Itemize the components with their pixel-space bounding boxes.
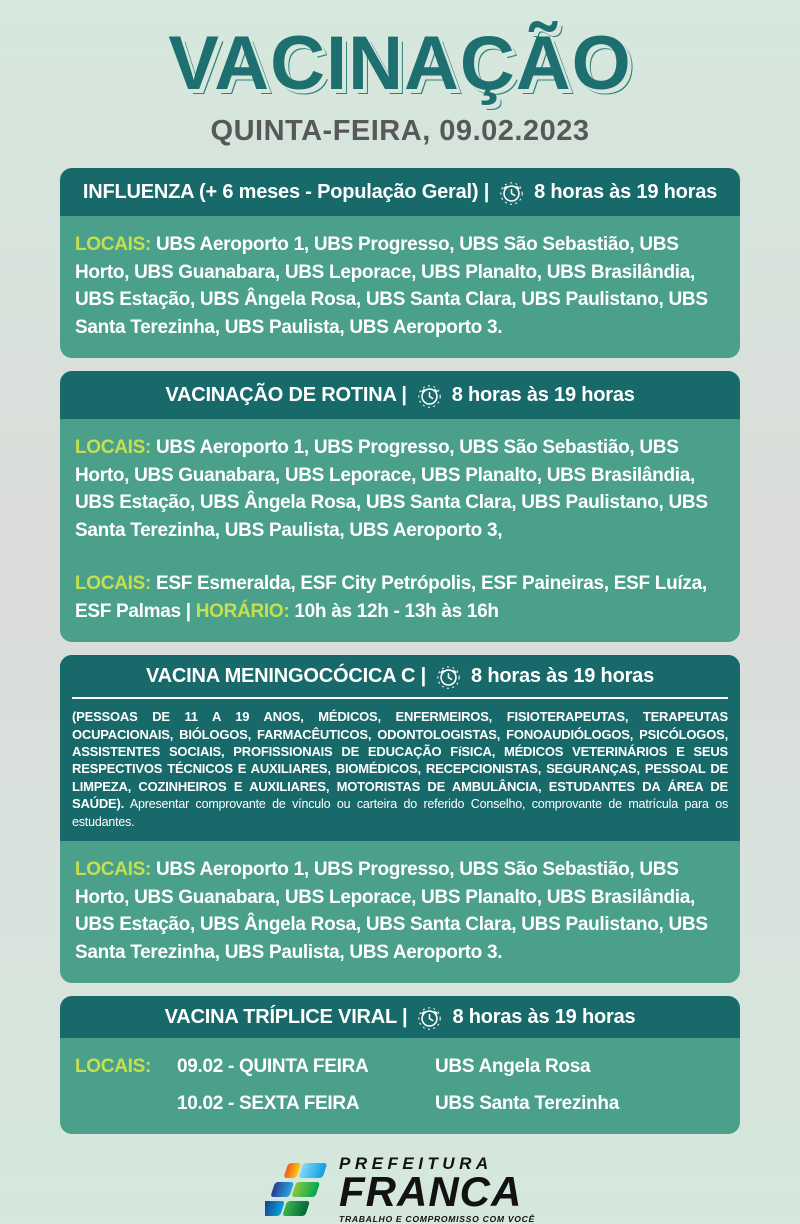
vaccination-poster [0, 20, 800, 1224]
schedule-date: 10.02 - SEXTA FEIRA [177, 1092, 360, 1114]
logo-text [339, 1154, 535, 1224]
section-header [60, 371, 740, 419]
horario-label: HORÁRIO: [195, 600, 290, 622]
locais-paragraph [75, 231, 725, 341]
section-title: VACINA TRÍPLICE VIRAL | [164, 1005, 408, 1028]
alarm-clock-icon [416, 382, 443, 409]
section-body [60, 419, 740, 642]
audience-note: Apresentar comprovante de vínculo ou carteira do referido Conselho, comprovante de matrícula para os estudantes. [72, 796, 728, 829]
section-hours: 8 horas às 19 horas [451, 383, 635, 406]
locais-label: LOCAIS: [75, 573, 152, 595]
locais-list: UBS Aeroporto 1, UBS Progresso, UBS São Sebastião, UBS Horto, UBS Guanabara, UBS Leporace, UBS Planalto, UBS Brasilândia, UBS Estação, UBS Ângela Rosa, UBS Santa Clara, UBS Paulistano, UBS Santa Terezinha, UBS Paulista, UBS Aeroporto 3. [75, 234, 708, 338]
section-header-wrap [60, 655, 740, 841]
section-body [60, 216, 740, 358]
alarm-clock-icon [498, 179, 525, 206]
horario-value: 10h às 12h - 13h às 16h [289, 600, 499, 622]
section-header [60, 168, 740, 216]
locais-label: LOCAIS: [75, 234, 152, 255]
locais-label: LOCAIS: [75, 859, 152, 881]
locais-paragraph [75, 856, 725, 966]
section-influenza [60, 168, 740, 358]
schedule-place: UBS Angela Rosa [435, 1056, 591, 1078]
locais-paragraph [75, 434, 725, 544]
section-meningococica [60, 655, 740, 983]
locais-label: LOCAIS: [75, 1056, 152, 1078]
audience-paragraph [60, 699, 740, 841]
section-rotina [60, 371, 740, 642]
logo-tagline: TRABALHO E COMPROMISSO COM VOCÊ [339, 1214, 535, 1224]
alarm-clock-icon [435, 663, 462, 690]
section-hours: 8 horas às 19 horas [452, 1005, 636, 1028]
section-title: VACINAÇÃO DE ROTINA | [165, 383, 407, 406]
section-title: VACINA MENINGOCÓCICA C | [145, 664, 427, 687]
locais-list: UBS Aeroporto 1, UBS Progresso, UBS São Sebastião, UBS Horto, UBS Guanabara, UBS Leporace, UBS Planalto, UBS Brasilândia, UBS Estação, UBS Ângela Rosa, UBS Santa Clara, UBS Paulistano, UBS Santa Terezinha, UBS Paulista, UBS Aeroporto 3. [75, 859, 708, 963]
logo-franca: FRANCA [339, 1168, 523, 1216]
prefeitura-franca-logo-icon [265, 1157, 329, 1221]
section-header [60, 996, 740, 1038]
schedule-place: UBS Santa Terezinha [435, 1092, 619, 1114]
locais-label: LOCAIS: [75, 437, 152, 459]
schedule-table [75, 1053, 725, 1117]
locais-esf-paragraph [75, 570, 725, 625]
page-title: VACINAÇÃO [168, 21, 632, 106]
locais-list: UBS Aeroporto 1, UBS Progresso, UBS São Sebastião, UBS Horto, UBS Guanabara, UBS Leporace, UBS Planalto, UBS Brasilândia, UBS Estação, UBS Ângela Rosa, UBS Santa Clara, UBS Paulistano, UBS Santa Terezinha, UBS Paulista, UBS Aeroporto 3, [75, 437, 708, 541]
section-body [60, 1038, 740, 1134]
audience-groups: (PESSOAS DE 11 A 19 ANOS, MÉDICOS, ENFERMEIROS, FISIOTERAPEUTAS, TERAPEUTAS OCUPACIONAIS, BIÓLOGOS, FARMACÊUTICOS, ODONTOLOGISTAS, FONOAUDIÓLOGOS, PSICÓLOGOS, ASSISTENTES SOCIAIS, PROFISSIONAIS DE EDUCAÇÃO FíSICA, MÉDICOS VETERINÁRIOS E SEUS RESPECTIVOS TÉCNICOS E AUXILIARES, BIOMÉDICOS, RECEPCIONISTAS, SEGURANÇAS, PESSOAL DE LIMPEZA, COZINHEIROS E AUXILIARES, MOTORISTAS DE AMBULÂNCIA, ESTUDANTES DA ÁREA DE SAÚDE). [72, 709, 728, 811]
logo-prefeitura: PREFEITURA [339, 1154, 493, 1174]
locais-esf-list: ESF Esmeralda, ESF City Petrópolis, ESF Paineiras, ESF Luíza, ESF Palmas | [75, 573, 707, 622]
section-title: INFLUENZA (+ 6 meses - População Geral) | [82, 180, 490, 203]
page-subtitle: QUINTA-FEIRA, 09.02.2023 [210, 115, 590, 147]
section-body [60, 841, 740, 983]
footer [0, 1154, 800, 1224]
alarm-clock-icon [416, 1004, 443, 1031]
schedule-date: 09.02 - QUINTA FEIRA [177, 1056, 369, 1078]
section-hours: 8 horas às 19 horas [534, 180, 718, 203]
section-hours: 8 horas às 19 horas [471, 664, 655, 687]
section-header [60, 655, 740, 697]
section-triplice-viral [60, 996, 740, 1134]
